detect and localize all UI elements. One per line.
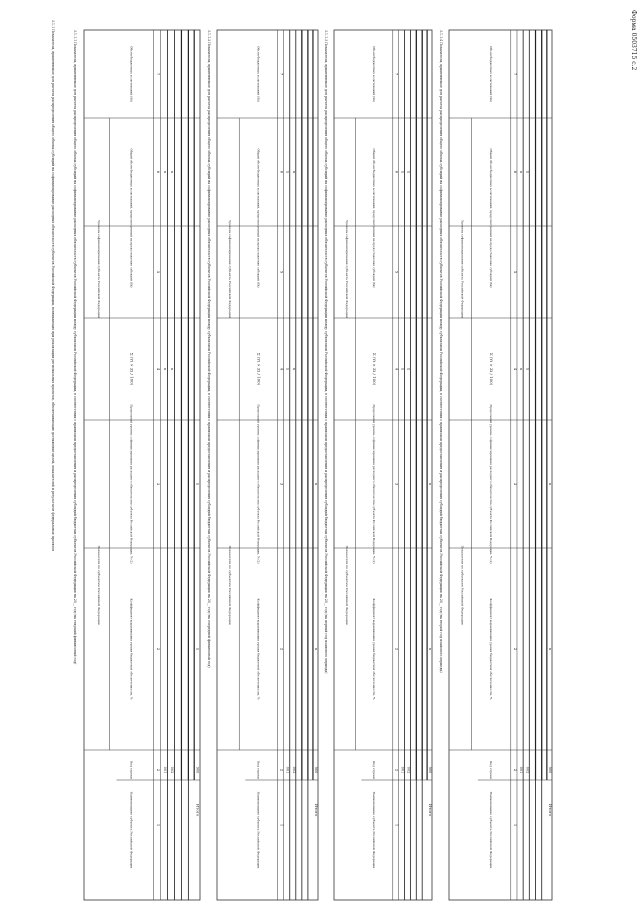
section-header: 3.1.1 Показатели, применяемые для расчета распределения общего объема субсидий на софинансирование расходных обязательств субъектов Российской Федерации, возникающих при реализации региональных проектов, обеспечивающих достижение целей, показателей и результатов федеральных проектов: [51, 20, 55, 552]
header-name-col: Наименование субъекта Российской Федерации: [372, 791, 377, 869]
header-c5: Σ (Yi × Zi / 100): [372, 352, 378, 386]
column-number: 2: [279, 647, 285, 651]
x-mark: x: [428, 647, 434, 651]
header-c7: Объем бюджетных ассигнований (Sk): [129, 46, 134, 102]
total-label: Итого: [195, 803, 201, 817]
column-number: 3: [512, 482, 518, 486]
column-number: 6: [156, 170, 162, 174]
header-c3: Коэффициент выравнивания уровня бюджетной обеспеченности, %: [256, 598, 261, 700]
column-number: 5: [512, 270, 518, 274]
header-c6: Общий объем бюджетных ассигнований, предусмотренный на предоставление субсидий (Sk): [372, 148, 377, 288]
header-group2: Уровень софинансирования субъекта Российской Федерации: [228, 220, 233, 318]
table-caption: 3.1.1.2 Показатели, применяемые для расчета распределения общего объема субсидий на софинансирование расходных обязательств субъектов Российской Федерации между субъектами Российской Федерации, в соответствии с правилами предоставления и распределения субсидий бюджетам субъектов Российской Федерации на 20__ год (на очередной финансовый год): [207, 30, 211, 668]
x-mark: x: [400, 170, 406, 174]
x-mark: x: [291, 367, 297, 371]
header-c6: Общий объем бюджетных ассигнований, предусмотренный на предоставление субсидий (Sk): [489, 148, 494, 288]
header-group2: Уровень софинансирования субъекта Российской Федерации: [460, 220, 465, 318]
column-number-code: 2: [279, 768, 285, 772]
column-number: 1: [156, 823, 162, 827]
column-number: 1: [279, 823, 285, 827]
row-code: 002: [525, 766, 530, 774]
header-name-col: Наименование субъекта Российской Федерации: [489, 791, 494, 869]
header-group1: Показатели по субъектам Российской Федерации: [460, 545, 465, 625]
total-code: 900: [195, 766, 200, 774]
x-mark: x: [285, 367, 291, 371]
header-c6: Общий объем бюджетных ассигнований, предусмотренный на предоставление субсидий (Sk): [129, 148, 134, 288]
header-c4: Предельный уровень софинансирования расходного обязательства субъекта Российской Федерации, % (2): [372, 404, 377, 564]
header-c5: Σ (Yi × Zi / 100): [129, 352, 135, 386]
table-caption: 3.1.1.4 Показатели, применяемые для расчета распределения общего объема субсидий на софинансирование расходных обязательств субъектов Российской Федерации между субъектами Российской Федерации, в соответствии с правилами предоставления и распределения субсидий бюджетам субъектов Российской Федерации на 20__ год (на второй год планового периода): [439, 30, 443, 673]
column-number: 7: [279, 72, 285, 76]
column-number: 3: [279, 482, 285, 486]
column-number: 4: [512, 367, 518, 371]
x-mark: x: [285, 170, 291, 174]
header-c7: Объем бюджетных ассигнований (Sk): [489, 46, 494, 102]
column-number: 3: [394, 482, 400, 486]
total-label: Итого: [547, 803, 553, 817]
x-mark: x: [547, 647, 553, 651]
x-mark: x: [313, 482, 319, 486]
header-group1: Показатели по субъектам Российской Федерации: [344, 545, 349, 625]
x-mark: x: [195, 647, 201, 651]
table-caption: 3.1.1.3 Показатели, применяемые для расчета распределения общего объема субсидий на софинансирование расходных обязательств субъектов Российской Федерации между субъектами Российской Федерации, в соответствии с правилами предоставления и распределения субсидий бюджетам субъектов Российской Федерации на 20__ год (на первый год планового периода): [324, 30, 328, 674]
x-mark: x: [163, 367, 169, 371]
row-code: 001: [519, 766, 524, 774]
x-mark: x: [428, 482, 434, 486]
column-number-code: 2: [512, 768, 518, 772]
column-number-code: 2: [394, 768, 400, 772]
column-number: 1: [394, 823, 400, 827]
column-number: 6: [512, 170, 518, 174]
x-mark: x: [163, 170, 169, 174]
header-c5: Σ (Yi × Zi / 100): [489, 352, 495, 386]
column-number: 5: [279, 270, 285, 274]
header-group1: Показатели по субъектам Российской Федерации: [96, 545, 101, 625]
header-c7: Объем бюджетных ассигнований (Sk): [256, 46, 261, 102]
row-code: 002: [406, 766, 411, 774]
header-name-col: Наименование субъекта Российской Федерации: [129, 791, 134, 869]
column-number: 5: [156, 270, 162, 274]
header-c7: Объем бюджетных ассигнований (Sk): [372, 46, 377, 102]
row-code: 001: [163, 766, 168, 774]
x-mark: x: [400, 367, 406, 371]
column-number: 7: [512, 72, 518, 76]
header-c3: Коэффициент выравнивания уровня бюджетной обеспеченности, %: [372, 598, 377, 700]
header-c4: Предельный уровень софинансирования расходного обязательства субъекта Российской Федерации, % (2): [489, 404, 494, 564]
header-code-col: Код строки: [489, 761, 494, 779]
header-c4: Предельный уровень софинансирования расходного обязательства субъекта Российской Федерации, % (2): [129, 404, 134, 564]
column-number: 1: [512, 823, 518, 827]
column-number-code: 2: [156, 768, 162, 772]
column-number: 3: [156, 482, 162, 486]
row-code: 001: [400, 766, 405, 774]
header-c3: Коэффициент выравнивания уровня бюджетной обеспеченности, %: [129, 598, 134, 700]
column-number: 2: [394, 647, 400, 651]
row-code: 002: [291, 766, 296, 774]
header-group1: Показатели по субъектам Российской Федерации: [228, 545, 233, 625]
column-number: 4: [394, 367, 400, 371]
column-number: 4: [279, 367, 285, 371]
total-code: 900: [428, 766, 433, 774]
total-label: Итого: [313, 803, 319, 817]
header-c6: Общий объем бюджетных ассигнований, предусмотренный на предоставление субсидий (Sk): [256, 148, 261, 288]
header-name-col: Наименование субъекта Российской Федерации: [256, 791, 261, 869]
x-mark: x: [525, 170, 531, 174]
header-code-col: Код строки: [256, 761, 261, 779]
x-mark: x: [547, 482, 553, 486]
total-code: 900: [313, 766, 318, 774]
x-mark: x: [291, 170, 297, 174]
column-number: 2: [512, 647, 518, 651]
column-number: 2: [156, 647, 162, 651]
header-c4: Предельный уровень софинансирования расходного обязательства субъекта Российской Федерации, % (2): [256, 404, 261, 564]
column-number: 5: [394, 270, 400, 274]
x-mark: x: [519, 170, 525, 174]
column-number: 6: [394, 170, 400, 174]
total-code: 900: [547, 766, 552, 774]
header-code-col: Код строки: [372, 761, 377, 779]
x-mark: x: [406, 170, 412, 174]
column-number: 6: [279, 170, 285, 174]
total-label: Итого: [428, 803, 434, 817]
x-mark: x: [313, 647, 319, 651]
x-mark: x: [519, 367, 525, 371]
header-group2: Уровень софинансирования субъекта Российской Федерации: [344, 220, 349, 318]
row-code: 001: [285, 766, 290, 774]
table-caption: 3.1.1.1 Показатели, применяемые для расчета распределения общего объема субсидий на софинансирование расходных обязательств субъектов Российской Федерации между субъектами Российской Федерации, в соответствии с правилами предоставления и распределения субсидий бюджетам субъектов Российской Федерации на 20__ год (на текущий финансовый год): [73, 30, 77, 665]
column-number: 7: [156, 72, 162, 76]
header-group2: Уровень софинансирования субъекта Российской Федерации: [96, 220, 101, 318]
form-code: Форма 0503715 с.2: [630, 10, 637, 71]
header-c3: Коэффициент выравнивания уровня бюджетной обеспеченности, %: [489, 598, 494, 700]
row-code: 002: [170, 766, 174, 774]
x-mark: x: [525, 367, 531, 371]
x-mark: x: [195, 482, 201, 486]
x-mark: x: [170, 170, 175, 174]
header-c5: Σ (Yi × Zi / 100): [256, 352, 262, 386]
x-mark: x: [170, 367, 175, 371]
column-number: 7: [394, 72, 400, 76]
header-code-col: Код строки: [129, 761, 134, 779]
x-mark: x: [406, 367, 412, 371]
column-number: 4: [156, 367, 162, 371]
